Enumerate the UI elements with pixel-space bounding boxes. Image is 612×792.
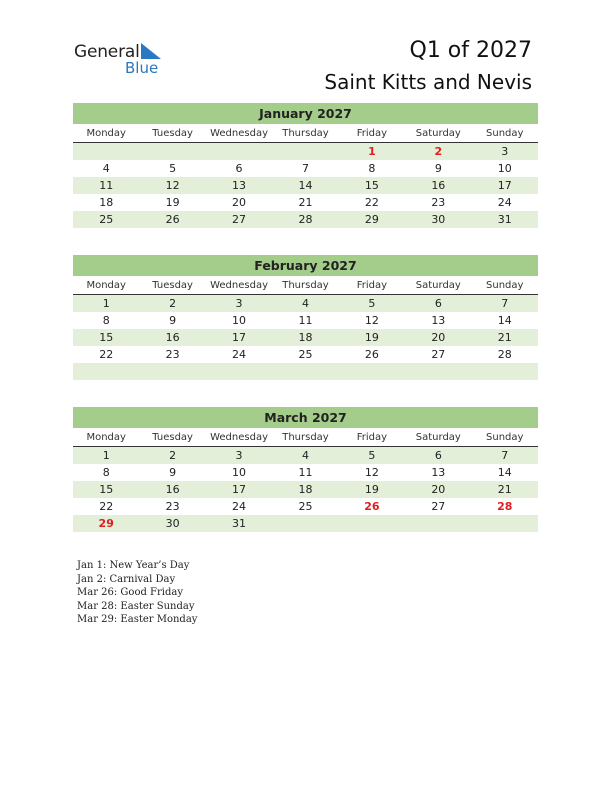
weekday-label: Friday [356, 432, 388, 443]
day-cell: 17 [497, 179, 512, 192]
day-cell: 25 [298, 348, 313, 361]
day-cell: 3 [235, 297, 243, 310]
day-cell: 18 [298, 331, 313, 344]
day-cell: 13 [431, 466, 446, 479]
day-cell: 10 [232, 466, 247, 479]
day-cell: 14 [497, 314, 512, 327]
week-row [73, 312, 538, 329]
week-row [73, 177, 538, 194]
day-cell: 7 [501, 449, 509, 462]
weekday-label: Thursday [282, 280, 329, 291]
day-cell: 21 [298, 196, 313, 209]
week-row [73, 194, 538, 211]
week-row [73, 363, 538, 380]
weekday-header-row [73, 124, 538, 143]
week-row [73, 498, 538, 515]
day-cell: 17 [232, 331, 247, 344]
weekday-label: Tuesday [152, 432, 193, 443]
day-cell [272, 363, 338, 380]
day-cell: 11 [99, 179, 114, 192]
weekday-label: Monday [86, 432, 126, 443]
weekday-label: Wednesday [210, 432, 268, 443]
day-cell: 6 [434, 297, 442, 310]
day-cell: 7 [301, 162, 309, 175]
day-cell: 27 [431, 348, 446, 361]
day-cell: 9 [169, 466, 177, 479]
day-cell: 29 [364, 213, 379, 226]
day-cell: 15 [364, 179, 379, 192]
day-cell: 23 [165, 500, 180, 513]
day-cell: 16 [165, 331, 180, 344]
day-cell: 27 [232, 213, 247, 226]
day-cell [405, 363, 471, 380]
day-cell: 28 [298, 213, 313, 226]
day-cell: 9 [434, 162, 442, 175]
day-cell: 6 [235, 162, 243, 175]
day-cell: 2 [169, 297, 177, 310]
weekday-label: Tuesday [152, 128, 193, 139]
holiday-note: Mar 28: Easter Sunday [77, 600, 195, 612]
day-cell: 31 [497, 213, 512, 226]
day-cell [472, 515, 538, 532]
holiday-note: Mar 26: Good Friday [77, 587, 183, 599]
logo-general-text: General [74, 42, 140, 62]
day-cell: 4 [102, 162, 110, 175]
page-subtitle: Saint Kitts and Nevis [324, 70, 532, 94]
weekday-label: Sunday [486, 280, 524, 291]
weekday-label: Monday [86, 280, 126, 291]
day-cell: 16 [431, 179, 446, 192]
day-cell: 17 [232, 483, 247, 496]
month-header: February 2027 [73, 255, 538, 276]
weekday-label: Tuesday [152, 280, 193, 291]
day-cell [73, 143, 139, 160]
day-cell: 27 [431, 500, 446, 513]
day-cell: 2 [434, 145, 443, 158]
day-cell [339, 363, 405, 380]
day-cell: 23 [165, 348, 180, 361]
month-calendar-march [73, 407, 538, 532]
day-cell: 30 [165, 517, 180, 530]
day-cell: 25 [298, 500, 313, 513]
day-cell: 22 [99, 348, 114, 361]
month-calendar-february [73, 255, 538, 380]
week-row [73, 295, 538, 312]
weekday-label: Saturday [415, 432, 461, 443]
day-cell: 4 [301, 297, 309, 310]
month-header: January 2027 [73, 103, 538, 124]
day-cell [206, 143, 272, 160]
month-header: March 2027 [73, 407, 538, 428]
day-cell: 12 [364, 314, 379, 327]
day-cell: 13 [431, 314, 446, 327]
weekday-label: Wednesday [210, 280, 268, 291]
day-cell: 22 [99, 500, 114, 513]
day-cell: 8 [368, 162, 376, 175]
day-cell: 21 [497, 331, 512, 344]
day-cell: 30 [431, 213, 446, 226]
day-cell: 15 [99, 331, 114, 344]
day-cell [139, 363, 205, 380]
day-cell: 14 [497, 466, 512, 479]
day-cell: 28 [497, 348, 512, 361]
day-cell: 10 [232, 314, 247, 327]
day-cell: 4 [301, 449, 309, 462]
day-cell [272, 143, 338, 160]
day-cell: 11 [298, 314, 313, 327]
weekday-header-row [73, 276, 538, 295]
weekday-label: Thursday [282, 432, 329, 443]
day-cell: 1 [102, 449, 110, 462]
day-cell: 26 [364, 500, 380, 513]
week-row [73, 481, 538, 498]
weekday-label: Friday [356, 128, 388, 139]
day-cell: 12 [165, 179, 180, 192]
day-cell: 22 [364, 196, 379, 209]
day-cell: 5 [368, 297, 376, 310]
day-cell: 29 [98, 517, 114, 530]
day-cell: 24 [497, 196, 512, 209]
holiday-note: Jan 1: New Year’s Day [77, 560, 190, 571]
weekday-label: Sunday [486, 432, 524, 443]
holiday-note: Jan 2: Carnival Day [77, 573, 176, 585]
day-cell: 26 [165, 213, 180, 226]
day-cell: 12 [364, 466, 379, 479]
week-row [73, 143, 538, 160]
day-cell: 14 [298, 179, 313, 192]
day-cell: 8 [102, 314, 110, 327]
week-row [73, 211, 538, 228]
day-cell: 24 [232, 500, 247, 513]
day-cell: 25 [99, 213, 114, 226]
day-cell: 21 [497, 483, 512, 496]
day-cell: 20 [431, 331, 446, 344]
weekday-label: Friday [356, 280, 388, 291]
day-cell [206, 363, 272, 380]
week-row [73, 464, 538, 481]
day-cell: 1 [368, 145, 376, 158]
day-cell: 11 [298, 466, 313, 479]
day-cell: 24 [232, 348, 247, 361]
day-cell: 20 [431, 483, 446, 496]
day-cell: 6 [434, 449, 442, 462]
weekday-label: Saturday [415, 128, 461, 139]
day-cell: 23 [431, 196, 446, 209]
weekday-label: Monday [86, 128, 126, 139]
week-row [73, 329, 538, 346]
day-cell [405, 515, 471, 532]
day-cell [73, 363, 139, 380]
day-cell: 8 [102, 466, 110, 479]
logo-blue-text: Blue [125, 59, 159, 77]
day-cell: 7 [501, 297, 509, 310]
day-cell: 3 [235, 449, 243, 462]
day-cell: 13 [232, 179, 247, 192]
day-cell [272, 515, 338, 532]
month-calendar-january [73, 103, 538, 228]
day-cell: 16 [165, 483, 180, 496]
holiday-note: Mar 29: Easter Monday [77, 614, 198, 626]
day-cell: 2 [169, 449, 177, 462]
day-cell: 9 [169, 314, 177, 327]
weekday-label: Sunday [486, 128, 524, 139]
day-cell: 19 [165, 196, 180, 209]
weekday-label: Saturday [415, 280, 461, 291]
week-row [73, 447, 538, 464]
logo-triangle-icon [141, 43, 161, 59]
day-cell [339, 515, 405, 532]
holiday-notes [77, 559, 197, 627]
logo [74, 42, 174, 82]
day-cell: 18 [99, 196, 114, 209]
day-cell: 15 [99, 483, 114, 496]
day-cell: 10 [497, 162, 512, 175]
day-cell: 31 [232, 517, 247, 530]
week-row [73, 160, 538, 177]
weekday-header-row [73, 428, 538, 447]
day-cell: 18 [298, 483, 313, 496]
weekday-label: Thursday [282, 128, 329, 139]
day-cell [139, 143, 205, 160]
day-cell: 3 [501, 145, 509, 158]
week-row [73, 346, 538, 363]
week-row [73, 515, 538, 532]
day-cell: 26 [364, 348, 379, 361]
day-cell: 28 [497, 500, 513, 513]
day-cell: 1 [102, 297, 110, 310]
day-cell: 5 [368, 449, 376, 462]
page-title: Q1 of 2027 [409, 38, 532, 63]
weekday-label: Wednesday [210, 128, 268, 139]
day-cell: 19 [364, 331, 379, 344]
day-cell: 20 [232, 196, 247, 209]
day-cell [472, 363, 538, 380]
day-cell: 19 [364, 483, 379, 496]
day-cell: 5 [169, 162, 177, 175]
